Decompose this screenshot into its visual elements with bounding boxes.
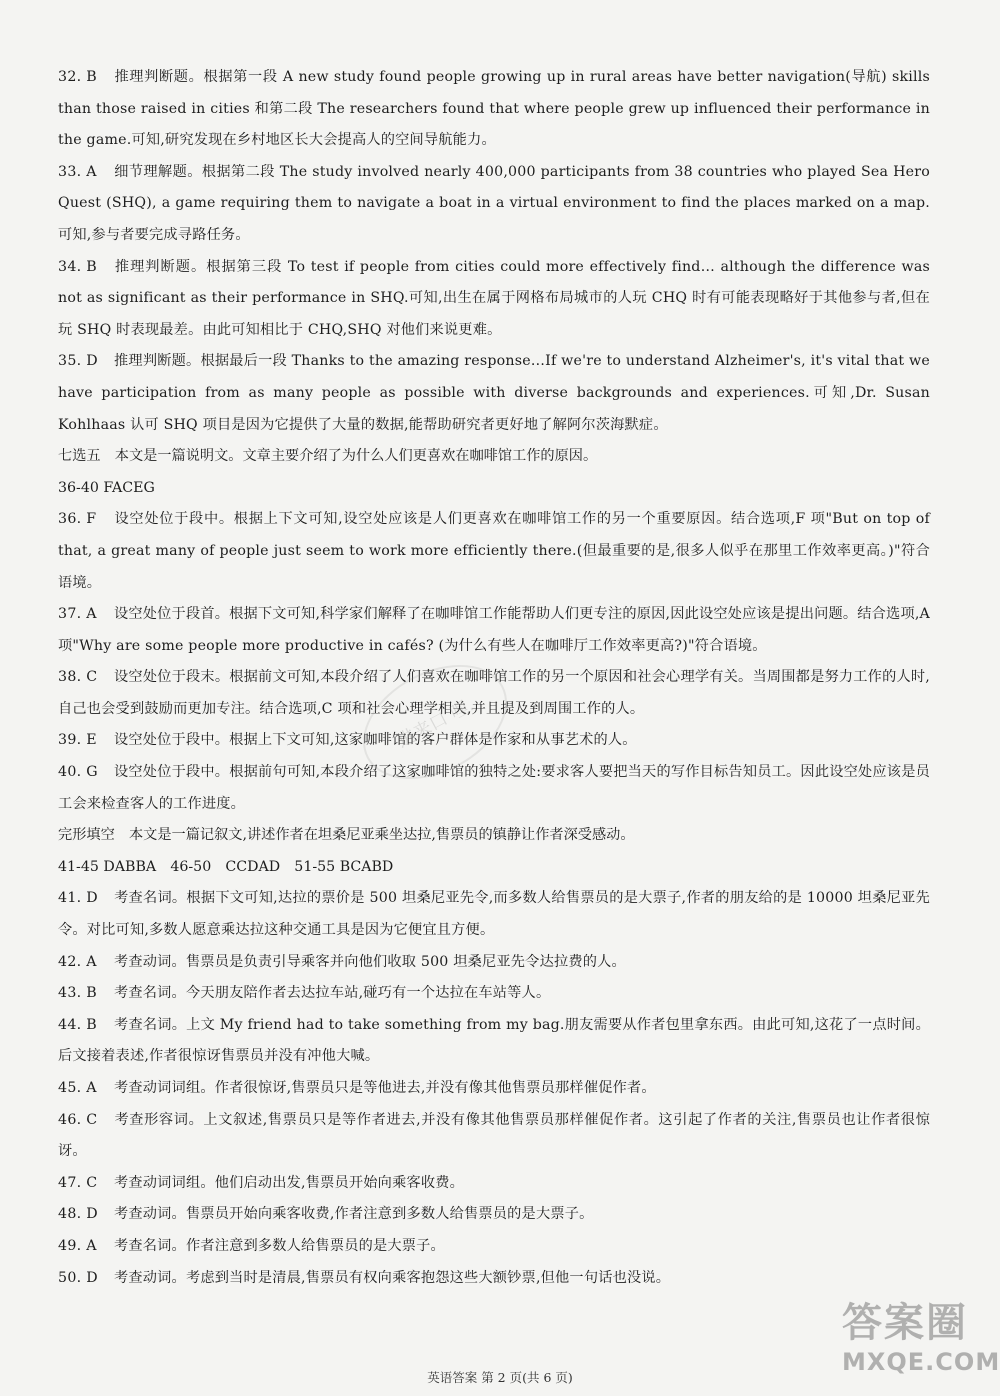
answer-explanation: 考查名词。根据下文可知,达拉的票价是 500 坦桑尼亚先令,而多数人给售票员的是大票子,作者的朋友给的是 10000 坦桑尼亚先令。对比可知,多数人愿意乘达拉这种交通工具是因为它便宜且方便。 <box>58 890 930 939</box>
answer-entry-36 <box>58 504 930 599</box>
answer-explanation: 考查动词。售票员开始向乘客收费,作者注意到多数人给售票员的是大票子。 <box>114 1206 594 1223</box>
answer-entry-35 <box>58 346 930 441</box>
page-footer: 英语答案 第 2 页(共 6 页) <box>427 1370 573 1385</box>
answer-explanation: 考查动词词组。作者很惊讶,售票员只是等他进去,并没有像其他售票员那样催促作者。 <box>114 1080 656 1096</box>
answer-number: 39. E <box>58 732 97 749</box>
answer-number: 48. D <box>58 1206 98 1223</box>
answer-number: 35. D <box>58 353 98 370</box>
answer-key-36-40: 36-40 FACEG <box>58 479 155 496</box>
answer-entry-33 <box>58 157 930 252</box>
answer-explanation: 推理判断题。根据第一段 A new study found people growing up in rural areas have better navigation(导航) skills than those raised in cities 和第二段 The researchers found that where people grew up influenced their performance in the game.可知,研究发现在乡村地区长大会提高人的空间导航能力。 <box>58 69 930 149</box>
answer-explanation: 设空处位于段中。根据上下文可知,设空处应该是人们更喜欢在咖啡馆工作的另一个重要原因。结合选项,F 项"But on top of that, a great many of people just seem to work more efficiently there.(但最重要的是,很多人似乎在那里工作效率更高。)"符合语境。 <box>58 511 930 591</box>
answer-explanation: 考查动词词组。他们启动出发,售票员开始向乘客收费。 <box>114 1174 465 1191</box>
answer-number: 42. A <box>58 953 97 970</box>
answer-entry-39 <box>58 725 930 757</box>
watermark-logo-en: MXQE.COM <box>842 1348 1000 1376</box>
answer-explanation: 设空处位于段首。根据下文可知,科学家们解释了在咖啡馆工作能帮助人们更专注的原因,因此设空处应该是提出问题。结合选项,A 项"Why are some people more productive in cafés? (为什么有些人在咖啡厅工作效率更高?)"符合语境。 <box>58 606 930 654</box>
watermark-stamp-text: 进来口 哩. <box>393 694 478 753</box>
answer-explanation: 设空处位于段中。根据上下文可知,这家咖啡馆的客户群体是作家和从事艺术的人。 <box>114 732 637 749</box>
section-heading-wanxing: 完形填空 本文是一篇记叙文,讲述作者在坦桑尼亚乘坐达拉,售票员的镇静让作者深受感动。 <box>58 827 635 844</box>
answer-number: 40. G <box>58 764 98 781</box>
answer-explanation: 考查名词。作者注意到多数人给售票员的是大票子。 <box>114 1237 445 1254</box>
answer-entry-47 <box>58 1168 930 1200</box>
answer-explanation: 考查形容词。上文叙述,售票员只是等作者进去,并没有像其他售票员那样催促作者。这引起了作者的关注,售票员也让作者很惊讶。 <box>58 1111 930 1160</box>
answer-explanation: 考查名词。今天朋友陪作者去达拉车站,碰巧有一个达拉在车站等人。 <box>114 985 551 1002</box>
answer-entry-44 <box>58 1010 930 1073</box>
answer-explanation: 推理判断题。根据第三段 To test if people from cities could more effectively find… although the difference was not as significant as their performance in SHQ.可知,出生在属于网格布局城市的人玩 CHQ 时有可能表现略好于其他参与者,但在玩 SHQ 时表现最差。由此可知相比于 CHQ,SHQ 对他们来说更难。 <box>58 258 930 338</box>
answer-entry-49 <box>58 1231 930 1263</box>
answer-explanation: 考查动词。考虑到当时是清晨,售票员有权向乘客抱怨这些大额钞票,但他一句话也没说。 <box>114 1269 671 1286</box>
answer-number: 43. B <box>58 985 97 1002</box>
answer-explanation: 设空处位于段中。根据前句可知,本段介绍了这家咖啡馆的独特之处:要求客人要把当天的写作目标告知员工。因此设空处应该是员工会来检查客人的工作进度。 <box>58 764 930 812</box>
wanxing-answers <box>58 883 930 1294</box>
answer-entry-42 <box>58 947 930 979</box>
answer-number: 38. C <box>58 669 98 686</box>
answer-number: 50. D <box>58 1269 98 1286</box>
answer-number: 45. A <box>58 1080 97 1096</box>
answer-entry-46 <box>58 1105 930 1168</box>
reading-answers <box>58 62 930 441</box>
answer-entry-32 <box>58 62 930 157</box>
answer-entry-34 <box>58 252 930 347</box>
answer-entry-41 <box>58 883 930 946</box>
answer-explanation: 设空处位于段末。根据前文可知,本段介绍了人们喜欢在咖啡馆工作的另一个原因和社会心理学有关。当周围都是努力工作的人时,自己也会受到鼓励而更加专注。结合选项,C 项和社会心理学相关,并且提及到周围工作的人。 <box>58 669 930 717</box>
answer-explanation: 考查动词。售票员是负责引导乘客并向他们收取 500 坦桑尼亚先令达拉费的人。 <box>114 953 626 970</box>
answer-number: 33. A <box>58 163 97 180</box>
answer-number: 41. D <box>58 890 98 907</box>
answer-explanation: 细节理解题。根据第二段 The study involved nearly 400,000 participants from 38 countries who played Sea Hero Quest (SHQ), a game requiring them to navigate a boat in a virtual environment to find the places marked on a map.可知,参与者要完成寻路任务。 <box>58 163 930 243</box>
answer-number: 37. A <box>58 606 97 623</box>
answer-entry-45 <box>58 1073 930 1105</box>
answer-number: 49. A <box>58 1237 97 1254</box>
qixuanwu-answers <box>58 504 930 820</box>
answer-number: 32. B <box>58 69 97 85</box>
answer-entry-43 <box>58 978 930 1010</box>
section-heading-qixuanwu: 七选五 本文是一篇说明文。文章主要介绍了为什么人们更喜欢在咖啡馆工作的原因。 <box>58 448 598 465</box>
answer-entry-50 <box>58 1263 930 1295</box>
answer-entry-37 <box>58 599 930 662</box>
answer-sheet <box>58 62 930 1294</box>
answer-number: 47. C <box>58 1174 98 1191</box>
answer-explanation: 考查名词。上文 My friend had to take something from my bag.朋友需要从作者包里拿东西。由此可知,这花了一点时间。后文接着表述,作者很惊讶售票员并没有冲他大喊。 <box>58 1016 930 1065</box>
answer-number: 46. C <box>58 1111 98 1128</box>
answer-entry-38 <box>58 662 930 725</box>
watermark-logo-cn: 答案圈 <box>842 1300 968 1346</box>
answer-number: 36. F <box>58 511 97 528</box>
answer-explanation: 推理判断题。根据最后一段 Thanks to the amazing response…If we're to understand Alzheimer's, it's vital that we have participation from as many people as possible with diverse backgrounds and experiences.可知,Dr. Susan Kohlhaas 认可 SHQ 项目是因为它提供了大量的数据,能帮助研究者更好地了解阿尔茨海默症。 <box>58 353 930 433</box>
answer-entry-48 <box>58 1199 930 1231</box>
answer-key-41-55: 41-45 DABBA 46-50 CCDAD 51-55 BCABD <box>58 858 394 875</box>
answer-entry-40 <box>58 757 930 820</box>
answer-number: 34. B <box>58 258 97 275</box>
answer-number: 44. B <box>58 1016 97 1033</box>
